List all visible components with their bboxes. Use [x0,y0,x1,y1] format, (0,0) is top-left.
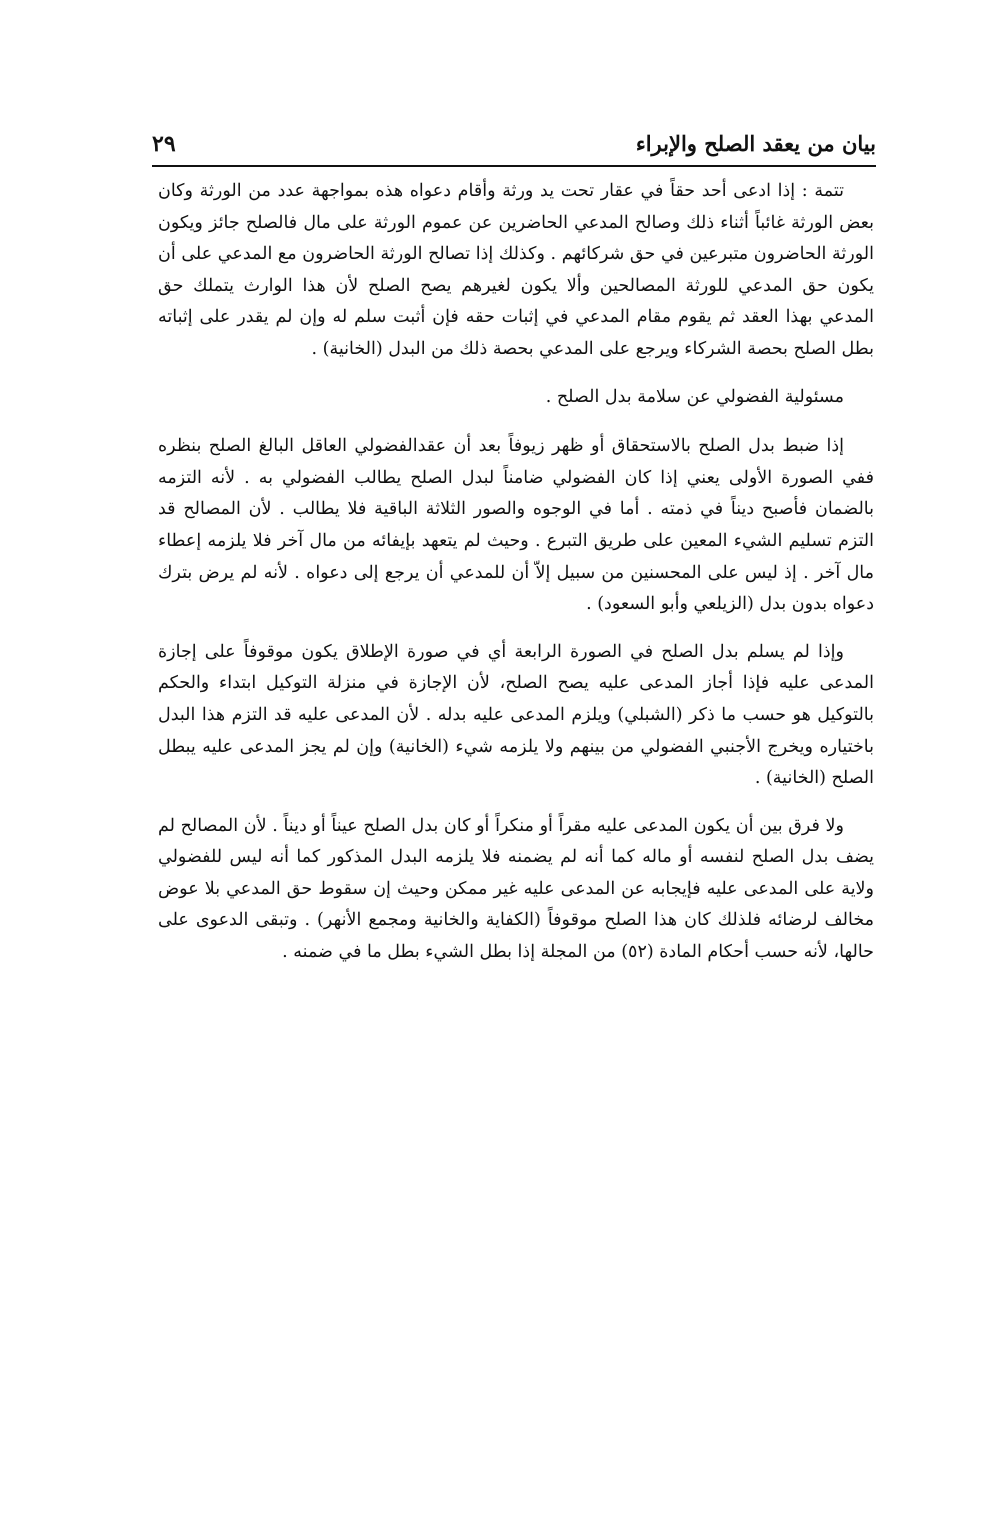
running-header [152,128,876,164]
running-header-title: بيان من يعقد الصلح والإبراء [635,131,876,156]
paragraph-no-difference: ولا فرق بين أن يكون المدعى عليه مقراً أو منكراً أو كان بدل الصلح عيناً أو ديناً . لأن المصالح لم يضف بدل الصلح لنفسه أو ماله كما أنه لم يضمنه فلا يلزمه البدل المذكور كما أنه ليس للفضولي ولاية على المدعى عليه فإيجابه عن المدعى عليه غير ممكن وحيث إن سقوط حق المدعي بلا عوض مخالف لرضائه فلذلك كان هذا الصلح موقوفاً (الكفاية والخانية ومجمع الأنهر) . وتبقى الدعوى على حالها، لأنه حسب أحكام المادة (٥٢) من المجلة إذا بطل الشيء بطل ما في ضمنه . [158,815,874,963]
section-heading: مسئولية الفضولي عن سلامة بدل الصلح . [545,386,844,407]
header-rule [152,165,876,167]
paragraph-liability: إذا ضبط بدل الصلح بالاستحقاق أو ظهر زيوفاً بعد أن عقدالفضولي العاقل البالغ الصلح بنظره ففي الصورة الأولى يعني إذا كان الفضولي ضامناً لبدل الصلح يطالب الفضولي به . لأنه التزمه بالضمان فأصبح ديناً في ذمته . أما في الوجوه والصور الثلاثة الباقية فلا يطالب . لأن المصالح قد التزم تسليم الشيء المعين على طريق التبرع . وحيث لم يتعهد بإيفائه من مال آخر فلا يلزمه إعطاء مال آخر . إذ ليس على المحسنين من سبيل إلاّ أن للمدعي أن يرجع إلى دعواه . لأنه لم يرض بترك دعواه بدون بدل (الزيلعي وأبو السعود) . [158,436,874,615]
page-number: ٢٩ [152,131,176,157]
paragraph-fourth-case: وإذا لم يسلم بدل الصلح في الصورة الرابعة أي في صورة الإطلاق يكون موقوفاً على إجازة المدعى عليه فإذا أجاز المدعى عليه يصح الصلح، لأن الإجازة في منزلة التوكيل ابتداء والحكم بالتوكيل هو حسب ما ذكر (الشبلي) ويلزم المدعى عليه بدله . لأن المدعى عليه قد التزم هذا البدل باختياره ويخرج الأجنبي الفضولي من بينهم ولا يلزمه شيء (الخانية) وإن لم يجز المدعى عليه يبطل الصلح (الخانية) . [158,641,874,789]
paragraph-supplement: تتمة : إذا ادعى أحد حقاً في عقار تحت يد ورثة وأقام دعواه هذه بمواجهة عدد من الورثة وكان بعض الورثة غائباً أثناء ذلك وصالح المدعي الحاضرين عن عموم الورثة على مال فالصلح جائز ويكون الورثة الحاضرون متبرعين في حق شركائهم . وكذلك إذا تصالح الورثة الحاضرون مع المدعي على أن يكون حق المدعي للورثة المصالحين وألا يكون لغيرهم يصح الصلح لأن هذا الوارث يتملك حق المدعي بهذا العقد ثم يقوم مقام المدعي في إثبات حقه فإن أثبت سلم له وإن لم يقدر على إثباته بطل الصلح بحصة الشركاء ويرجع على المدعي بحصة ذلك من البدل (الخانية) . [158,181,874,359]
body-text [158,176,874,985]
